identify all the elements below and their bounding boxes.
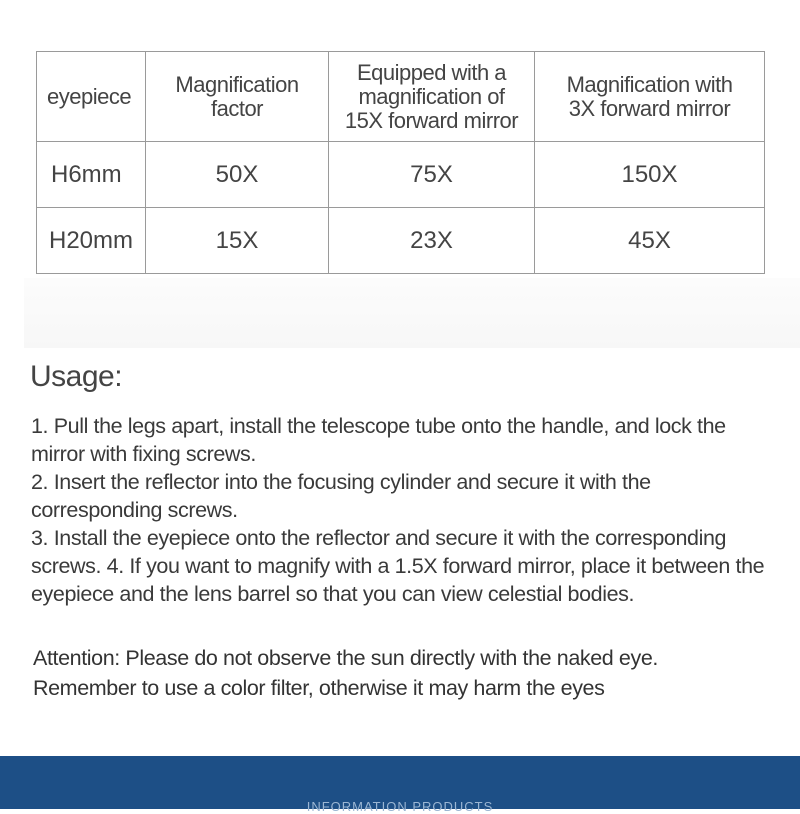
usage-steps [31, 412, 776, 608]
table-cell: H20mm [37, 208, 146, 274]
footer-banner [0, 756, 800, 814]
table-header-cell: Magnification with 3X forward mirror [535, 52, 765, 142]
table-header-cell: Equipped with a magnification of 15X forward mirror [329, 52, 535, 142]
attention-line: Remember to use a color filter, otherwise it may harm the eyes [33, 676, 605, 700]
table-cell: 75X [329, 142, 535, 208]
usage-heading: Usage: [30, 360, 123, 393]
table-cell: 45X [535, 208, 765, 274]
footer-label: INFORMATION PRODUCTS [306, 799, 494, 814]
magnification-table [36, 51, 765, 274]
attention-notice [33, 643, 773, 703]
table-header-cell: Magnification factor [146, 52, 329, 142]
background-band [24, 278, 800, 348]
usage-step: 1. Pull the legs apart, install the telescope tube onto the handle, and lock the mirror with fixing screws. [31, 414, 726, 466]
table-header-row [37, 52, 765, 142]
table-cell: 23X [329, 208, 535, 274]
table-row [37, 142, 765, 208]
usage-step: 3. Install the eyepiece onto the reflector and secure it with the corresponding screws. 4. If you want to magnify with a 1.5X forward mirror, place it between the eyepiece and the lens barrel so that you can view celestial bodies. [31, 526, 765, 606]
table-cell: 50X [146, 142, 329, 208]
table-cell: 150X [535, 142, 765, 208]
table-header-cell: eyepiece [37, 52, 146, 142]
table-row [37, 208, 765, 274]
table-cell: 15X [146, 208, 329, 274]
usage-step: 2. Insert the reflector into the focusing cylinder and secure it with the corresponding screws. [31, 470, 651, 522]
attention-line: Attention: Please do not observe the sun directly with the naked eye. [33, 646, 658, 670]
table-cell: H6mm [37, 142, 146, 208]
